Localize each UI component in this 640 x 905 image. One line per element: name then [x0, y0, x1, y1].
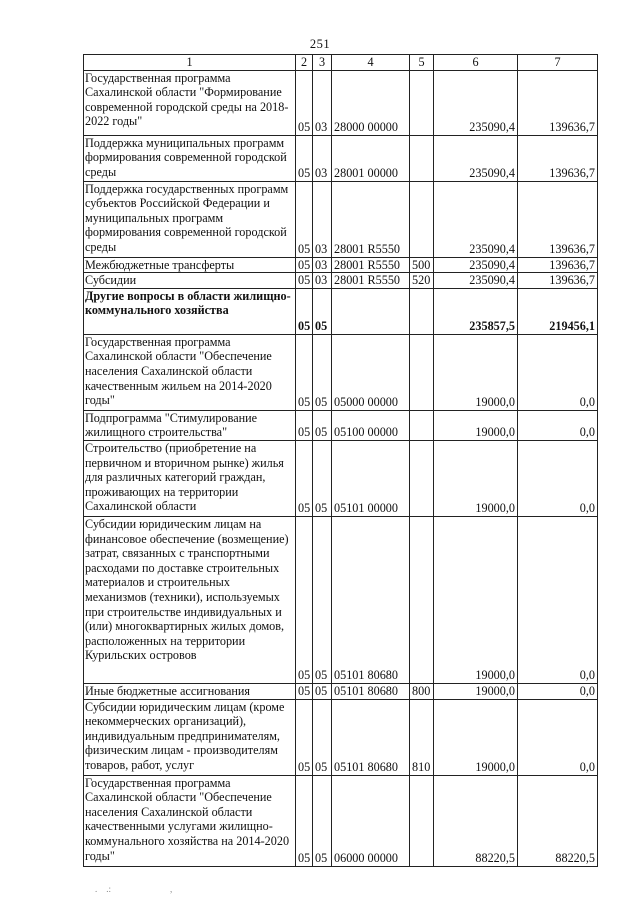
target-article-code: 05100 00000 — [332, 410, 410, 440]
subsection-code: 05 — [313, 440, 332, 516]
column-header: 2 — [296, 55, 313, 71]
expense-type-code — [410, 775, 434, 866]
amount-col-7: 0,0 — [518, 699, 598, 775]
section-code: 05 — [296, 70, 313, 135]
subsection-code: 03 — [313, 257, 332, 273]
target-article-code: 05101 80680 — [332, 683, 410, 699]
page-number: 251 — [309, 37, 331, 51]
expense-type-code — [410, 440, 434, 516]
amount-col-7: 219456,1 — [518, 288, 598, 334]
amount-col-7: 139636,7 — [518, 273, 598, 289]
table-row — [84, 334, 598, 410]
table-row — [84, 257, 598, 273]
subsection-code: 03 — [313, 135, 332, 181]
expense-type-code: 800 — [410, 683, 434, 699]
amount-col-6: 19000,0 — [434, 683, 518, 699]
expense-type-code — [410, 410, 434, 440]
amount-col-7: 0,0 — [518, 683, 598, 699]
scan-artifact: , — [170, 884, 173, 894]
table-row — [84, 516, 598, 683]
section-code: 05 — [296, 181, 313, 257]
row-name: Субсидии юридическим лицам (кроме некоммерческих организаций), индивидуальным предпринимателям, физическим лицам - производителям товаров, работ, услуг — [84, 699, 296, 775]
section-code: 05 — [296, 135, 313, 181]
subsection-code: 05 — [313, 775, 332, 866]
amount-col-7: 0,0 — [518, 334, 598, 410]
section-code: 05 — [296, 699, 313, 775]
table-row — [84, 273, 598, 289]
amount-col-6: 235090,4 — [434, 273, 518, 289]
table-row — [84, 410, 598, 440]
header-row — [84, 55, 598, 71]
subsection-code: 03 — [313, 70, 332, 135]
subsection-code: 05 — [313, 516, 332, 683]
row-name: Поддержка государственных программ субъектов Российской Федерации и муниципальных программ формирования современной городской среды — [84, 181, 296, 257]
column-header: 3 — [313, 55, 332, 71]
table-row — [84, 181, 598, 257]
expense-type-code — [410, 288, 434, 334]
expense-type-code — [410, 70, 434, 135]
subsection-code: 05 — [313, 699, 332, 775]
amount-col-6: 19000,0 — [434, 334, 518, 410]
section-code: 05 — [296, 288, 313, 334]
target-article-code: 28001 00000 — [332, 135, 410, 181]
row-name: Субсидии юридическим лицам на финансовое обеспечение (возмещение) затрат, связанных с транспортными расходами по доставке строительных материалов и строительных механизмов (техники), используемых при строительстве индивидуальных и (или) многоквартирных жилых домов, расположенных на территории Курильских островов — [84, 516, 296, 683]
amount-col-7: 0,0 — [518, 440, 598, 516]
amount-col-7: 88220,5 — [518, 775, 598, 866]
section-code: 05 — [296, 334, 313, 410]
row-name: Государственная программа Сахалинской области "Формирование современной городской среды на 2018-2022 годы" — [84, 70, 296, 135]
amount-col-7: 139636,7 — [518, 257, 598, 273]
row-name: Межбюджетные трансферты — [84, 257, 296, 273]
amount-col-6: 19000,0 — [434, 516, 518, 683]
column-header: 4 — [332, 55, 410, 71]
subsection-code: 05 — [313, 334, 332, 410]
target-article-code: 05101 00000 — [332, 440, 410, 516]
subsection-code: 05 — [313, 683, 332, 699]
row-name: Строительство (приобретение на первичном и вторичном рынке) жилья для различных категорий граждан, проживающих на территории Сахалинской области — [84, 440, 296, 516]
budget-table — [83, 54, 598, 867]
row-name: Государственная программа Сахалинской области "Обеспечение населения Сахалинской области качественными услугами жилищно-коммунального хозяйства на 2014-2020 годы" — [84, 775, 296, 866]
target-article-code: 28001 R5550 — [332, 257, 410, 273]
amount-col-7: 0,0 — [518, 410, 598, 440]
amount-col-6: 88220,5 — [434, 775, 518, 866]
column-header: 5 — [410, 55, 434, 71]
target-article-code: 05101 80680 — [332, 516, 410, 683]
amount-col-6: 235090,4 — [434, 257, 518, 273]
section-code: 05 — [296, 683, 313, 699]
table-row — [84, 70, 598, 135]
row-name: Подпрограмма "Стимулирование жилищного строительства" — [84, 410, 296, 440]
subsection-code: 05 — [313, 288, 332, 334]
table-row — [84, 699, 598, 775]
amount-col-6: 235857,5 — [434, 288, 518, 334]
subsection-code: 05 — [313, 410, 332, 440]
amount-col-7: 139636,7 — [518, 135, 598, 181]
target-article-code: 05000 00000 — [332, 334, 410, 410]
amount-col-6: 19000,0 — [434, 410, 518, 440]
row-name: Государственная программа Сахалинской области "Обеспечение населения Сахалинской области качественным жильем на 2014-2020 годы" — [84, 334, 296, 410]
row-name: Поддержка муниципальных программ формирования современной городской среды — [84, 135, 296, 181]
expense-type-code: 810 — [410, 699, 434, 775]
section-code: 05 — [296, 273, 313, 289]
table-body — [84, 70, 598, 866]
amount-col-6: 235090,4 — [434, 135, 518, 181]
amount-col-7: 139636,7 — [518, 70, 598, 135]
amount-col-6: 19000,0 — [434, 699, 518, 775]
amount-col-6: 235090,4 — [434, 181, 518, 257]
section-code: 05 — [296, 410, 313, 440]
target-article-code: 06000 00000 — [332, 775, 410, 866]
target-article-code: 28000 00000 — [332, 70, 410, 135]
target-article-code: 28001 R5550 — [332, 181, 410, 257]
expense-type-code — [410, 516, 434, 683]
scan-artifact: . .: — [95, 884, 112, 894]
expense-type-code — [410, 135, 434, 181]
amount-col-6: 19000,0 — [434, 440, 518, 516]
table-row — [84, 288, 598, 334]
column-header: 7 — [518, 55, 598, 71]
expense-type-code — [410, 181, 434, 257]
expense-type-code — [410, 334, 434, 410]
target-article-code: 05101 80680 — [332, 699, 410, 775]
section-code: 05 — [296, 257, 313, 273]
row-name: Иные бюджетные ассигнования — [84, 683, 296, 699]
table-row — [84, 135, 598, 181]
expense-type-code: 520 — [410, 273, 434, 289]
column-header: 6 — [434, 55, 518, 71]
amount-col-7: 139636,7 — [518, 181, 598, 257]
expense-type-code: 500 — [410, 257, 434, 273]
row-name: Субсидии — [84, 273, 296, 289]
subsection-code: 03 — [313, 273, 332, 289]
table-row — [84, 440, 598, 516]
section-code: 05 — [296, 775, 313, 866]
amount-col-6: 235090,4 — [434, 70, 518, 135]
subsection-code: 03 — [313, 181, 332, 257]
row-name: Другие вопросы в области жилищно-коммунального хозяйства — [84, 288, 296, 334]
column-header: 1 — [84, 55, 296, 71]
target-article-code: 28001 R5550 — [332, 273, 410, 289]
section-code: 05 — [296, 440, 313, 516]
table-row — [84, 683, 598, 699]
amount-col-7: 0,0 — [518, 516, 598, 683]
target-article-code — [332, 288, 410, 334]
table-row — [84, 775, 598, 866]
section-code: 05 — [296, 516, 313, 683]
